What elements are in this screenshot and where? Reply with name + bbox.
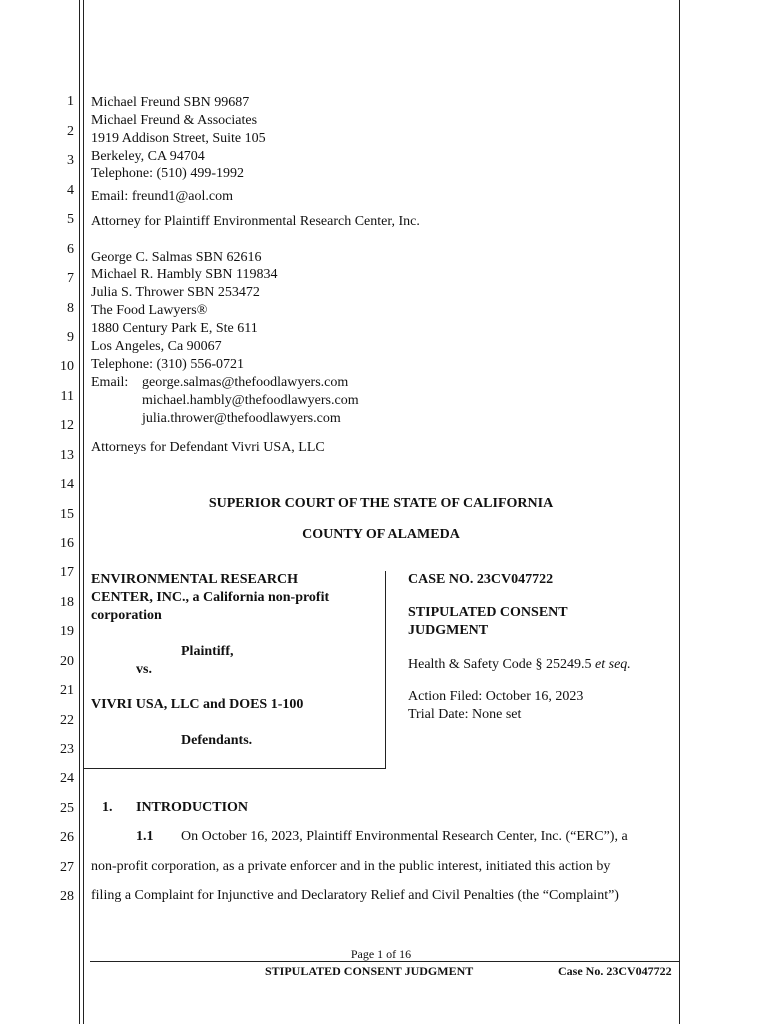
- section-heading: INTRODUCTION: [136, 800, 249, 815]
- attorney-line: 1880 Century Park E, Ste 611: [91, 321, 258, 336]
- caption-box-bottom-rule: [84, 768, 386, 769]
- footer-case-number: Case No. 23CV047722: [558, 964, 672, 978]
- line-number: 27: [60, 860, 74, 875]
- attorney-role: Attorneys for Defendant Vivri USA, LLC: [91, 440, 325, 455]
- attorney-line: George C. Salmas SBN 62616: [91, 250, 262, 265]
- attorney-email: julia.thrower@thefoodlawyers.com: [142, 411, 341, 426]
- line-number: 25: [60, 801, 74, 816]
- case-number: CASE NO. 23CV047722: [408, 572, 554, 587]
- attorney-line: Telephone: (510) 499-1992: [91, 166, 244, 181]
- paragraph-line: non-profit corporation, as a private enforcer and in the public interest, initiated this action by: [91, 859, 611, 874]
- code-citation-italic: et seq.: [595, 657, 631, 672]
- attorney-line: Michael Freund & Associates: [91, 113, 258, 128]
- line-number: 4: [67, 183, 74, 198]
- defendant-name: VIVRI USA, LLC and DOES 1-100: [91, 697, 304, 712]
- line-number: 14: [60, 477, 74, 492]
- footer-rule: [90, 961, 679, 962]
- attorney-line: Julia S. Thrower SBN 253472: [91, 285, 260, 300]
- line-number: 19: [60, 624, 74, 639]
- attorney-email: michael.hambly@thefoodlawyers.com: [142, 393, 359, 408]
- line-number: 3: [67, 153, 74, 168]
- line-number: 9: [67, 330, 74, 345]
- line-number: 8: [67, 301, 74, 316]
- plaintiff-name: corporation: [91, 608, 162, 623]
- line-number: 12: [60, 418, 74, 433]
- attorney-line: Michael R. Hambly SBN 119834: [91, 267, 278, 282]
- attorney-email: Email: freund1@aol.com: [91, 189, 233, 204]
- plaintiff-name: CENTER, INC., a California non-profit: [91, 590, 330, 605]
- code-citation-text: Health & Safety Code § 25249.5: [408, 657, 596, 672]
- line-number: 20: [60, 654, 74, 669]
- attorney-role: Attorney for Plaintiff Environmental Research Center, Inc.: [91, 214, 420, 229]
- line-number: 24: [60, 771, 74, 786]
- caption-box-vertical-rule: [385, 571, 386, 768]
- line-number: 6: [67, 242, 74, 257]
- court-county: COUNTY OF ALAMEDA: [302, 527, 460, 542]
- attorney-email: george.salmas@thefoodlawyers.com: [142, 375, 349, 390]
- line-number: 13: [60, 448, 74, 463]
- line-number: 18: [60, 595, 74, 610]
- defendant-label: Defendants.: [181, 733, 253, 748]
- court-name: SUPERIOR COURT OF THE STATE OF CALIFORNIA: [208, 496, 554, 511]
- footer-title: STIPULATED CONSENT JUDGMENT: [265, 964, 474, 978]
- code-citation: [408, 656, 631, 673]
- action-filed: Action Filed: October 16, 2023: [408, 689, 584, 704]
- line-number: 17: [60, 565, 74, 580]
- plaintiff-label: Plaintiff,: [181, 644, 234, 659]
- attorney-line: Telephone: (310) 556-0721: [91, 357, 244, 372]
- line-number: 5: [67, 212, 74, 227]
- left-margin-rule-outer: [79, 0, 80, 1024]
- paragraph-line: On October 16, 2023, Plaintiff Environmental Research Center, Inc. (“ERC”), a: [181, 829, 628, 844]
- document-title: JUDGMENT: [408, 623, 489, 638]
- line-number: 1: [67, 94, 74, 109]
- page-number: Page 1 of 16: [350, 947, 412, 961]
- plaintiff-name: ENVIRONMENTAL RESEARCH: [91, 572, 299, 587]
- line-number: 10: [60, 359, 74, 374]
- line-number: 2: [67, 124, 74, 139]
- document-title: STIPULATED CONSENT: [408, 605, 568, 620]
- right-margin-rule: [679, 0, 680, 1024]
- paragraph-line: filing a Complaint for Injunctive and Declaratory Relief and Civil Penalties (the “Complaint”): [91, 888, 619, 903]
- line-number: 28: [60, 889, 74, 904]
- line-number: 22: [60, 713, 74, 728]
- paragraph-number: 1.1: [136, 829, 154, 844]
- attorney-line: Berkeley, CA 94704: [91, 149, 205, 164]
- line-number: 23: [60, 742, 74, 757]
- line-number: 16: [60, 536, 74, 551]
- trial-date: Trial Date: None set: [408, 707, 522, 722]
- line-number: 15: [60, 507, 74, 522]
- versus: vs.: [136, 662, 152, 677]
- email-label: Email:: [91, 375, 129, 390]
- attorney-line: The Food Lawyers®: [91, 303, 208, 318]
- line-number: 21: [60, 683, 74, 698]
- line-number: 7: [67, 271, 74, 286]
- left-margin-rule-inner: [83, 0, 84, 1024]
- line-number: 26: [60, 830, 74, 845]
- line-number: 11: [60, 389, 74, 404]
- section-number: 1.: [102, 800, 113, 815]
- attorney-line: Michael Freund SBN 99687: [91, 95, 250, 110]
- attorney-line: 1919 Addison Street, Suite 105: [91, 131, 266, 146]
- attorney-line: Los Angeles, Ca 90067: [91, 339, 222, 354]
